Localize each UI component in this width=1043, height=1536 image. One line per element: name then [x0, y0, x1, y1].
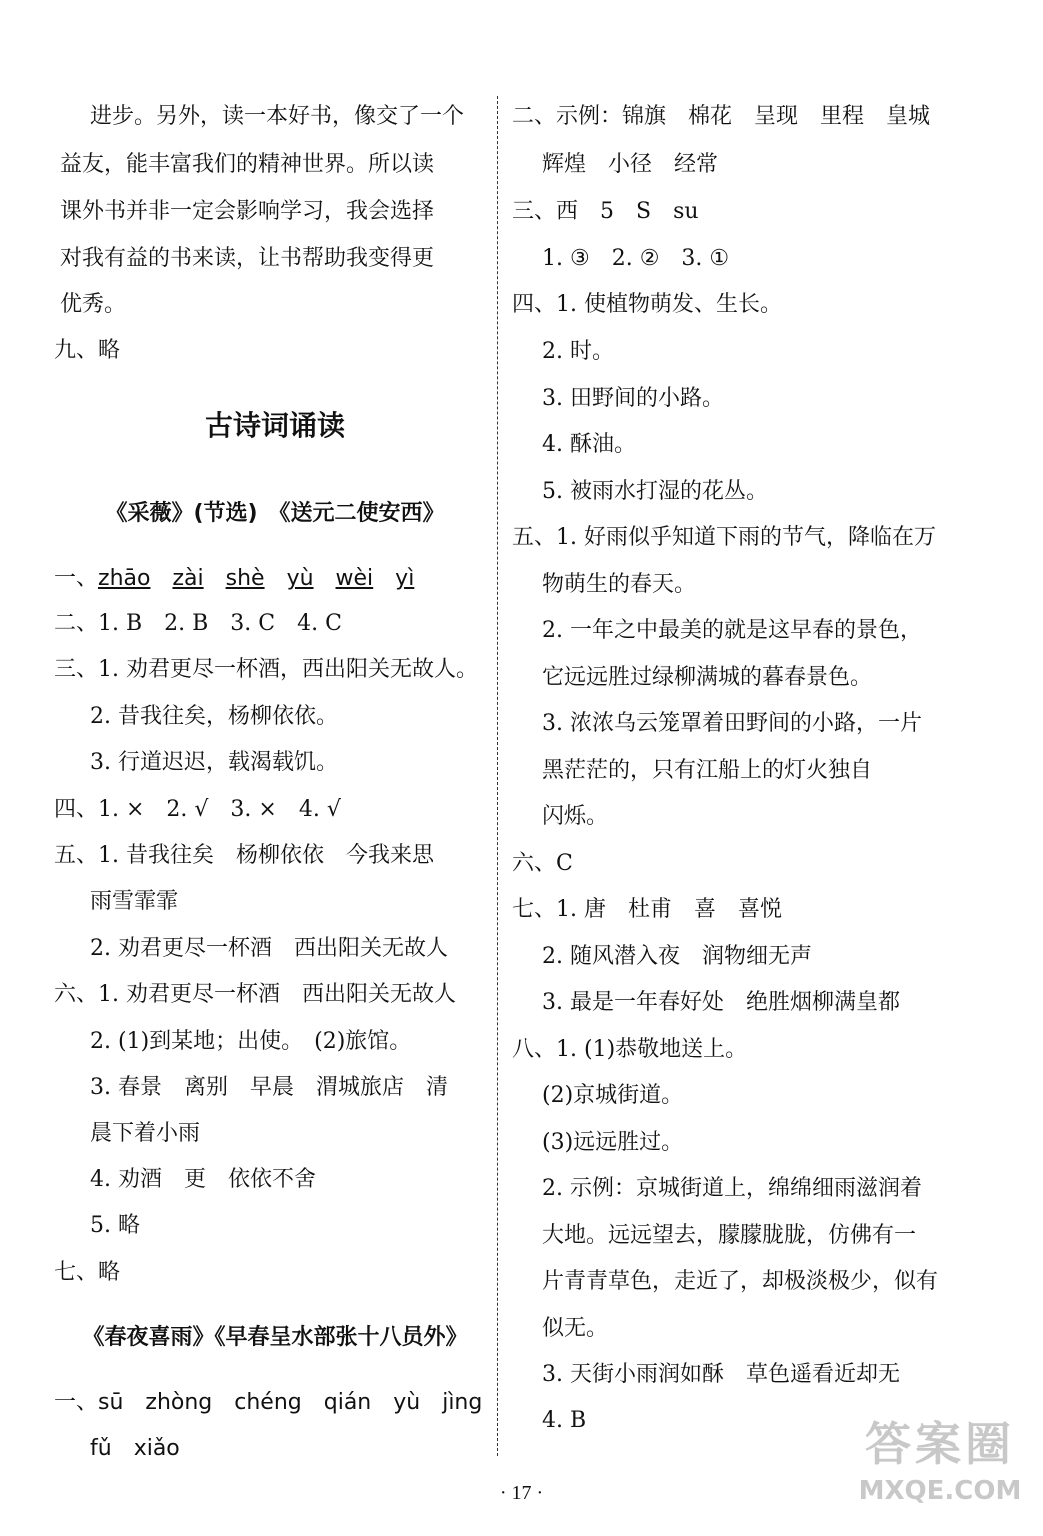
right-line: 2. 一年之中最美的就是这早春的景色， — [542, 618, 922, 643]
q7-answer: 七、略 — [54, 1260, 121, 1285]
right-line: 1. ③ 2. ② 3. ① — [542, 246, 730, 271]
q6-line: 2. (1)到某地；出使。 (2)旅馆。 — [90, 1029, 412, 1054]
right-line: 片青青草色，走近了，却极淡极少，似有 — [542, 1269, 939, 1294]
pinyin-answer: yì — [395, 566, 415, 591]
right-line: 3. 田野间的小路。 — [542, 386, 724, 411]
paragraph-line: 优秀。 — [60, 292, 127, 317]
right-line: 八、1. (1)恭敬地送上。 — [512, 1037, 748, 1062]
right-line: 3. 浓浓乌云笼罩着田野间的小路，一片 — [542, 711, 922, 736]
right-line: 3. 最是一年春好处 绝胜烟柳满皇都 — [542, 990, 900, 1015]
right-line: 四、1. 使植物萌发、生长。 — [512, 292, 782, 317]
answer-nine: 九、略 — [54, 338, 121, 363]
right-line: 辉煌 小径 经常 — [542, 152, 719, 177]
right-line: 5. 被雨水打湿的花丛。 — [542, 479, 768, 504]
pinyin-answer: zài — [172, 566, 204, 591]
q5-line: 五、1. 昔我往矣 杨柳依依 今我来思 — [54, 843, 434, 868]
poem-title-1: 《采薇》(节选) 《送元二使安西》 — [105, 501, 445, 526]
q6-line: 5. 略 — [90, 1213, 140, 1238]
q4-answers: 四、1. × 2. √ 3. × 4. √ — [54, 797, 341, 822]
right-line: 大地。远远望去，朦朦胧胧，仿佛有一 — [542, 1223, 917, 1248]
poem-title-2: 《春夜喜雨》《早春呈水部张十八员外》 — [82, 1325, 468, 1350]
paragraph-line: 课外书并非一定会影响学习，我会选择 — [60, 199, 435, 224]
right-line: 2. 随风潜入夜 润物细无声 — [542, 944, 812, 969]
q1b-pinyin-line: fǔ xiǎo — [90, 1436, 180, 1461]
column-divider — [497, 96, 498, 1456]
pinyin-answer: shè — [225, 566, 265, 591]
paragraph-line: 益友，能丰富我们的精神世界。所以读 — [60, 152, 435, 177]
right-line: 物萌生的春天。 — [542, 572, 697, 597]
right-line: 五、1. 好雨似乎知道下雨的节气，降临在万 — [512, 525, 936, 550]
right-line: 闪烁。 — [542, 804, 609, 829]
right-line: 4. 酥油。 — [542, 432, 636, 457]
watermark — [855, 1414, 1025, 1524]
q5-line: 2. 劝君更尽一杯酒 西出阳关无故人 — [90, 936, 448, 961]
right-line: 七、1. 唐 杜甫 喜 喜悦 — [512, 897, 782, 922]
right-line: 3. 天街小雨润如酥 草色遥看近却无 — [542, 1362, 900, 1387]
page-number: · 17 · — [499, 1482, 544, 1504]
right-line: 它远远胜过绿柳满城的暮春景色。 — [542, 665, 873, 690]
right-line: 4. B — [542, 1408, 587, 1433]
q1b-pinyin-line: 一、sū zhòng chéng qián yù jìng — [54, 1390, 483, 1415]
q3-line: 2. 昔我往矣，杨柳依依。 — [90, 704, 338, 729]
q6-line: 4. 劝酒 更 依依不舍 — [90, 1167, 316, 1192]
right-line: 2. 时。 — [542, 339, 614, 364]
right-line: 三、西 5 S su — [512, 199, 699, 224]
q2-answers: 二、1. B 2. B 3. C 4. C — [54, 611, 342, 636]
watermark-url: MXQE.COM — [858, 1476, 1022, 1506]
right-line: 似无。 — [542, 1316, 609, 1341]
q6-line: 六、1. 劝君更尽一杯酒 西出阳关无故人 — [54, 982, 456, 1007]
q1-prefix: 一、 — [54, 566, 99, 591]
q5-line: 雨雪霏霏 — [90, 889, 179, 914]
right-line: (2)京城街道。 — [542, 1083, 684, 1108]
q6-line: 晨下着小雨 — [90, 1121, 201, 1146]
section-title: 古诗词诵读 — [204, 409, 345, 442]
q6-line: 3. 春景 离别 早晨 渭城旅店 清 — [90, 1075, 448, 1100]
right-line: 黑茫茫的，只有江船上的灯火独自 — [542, 758, 873, 783]
right-line: 二、示例：锦旗 棉花 呈现 里程 皇城 — [512, 104, 931, 129]
watermark-title: 答案圈 — [865, 1417, 1015, 1471]
pinyin-answer: zhāo — [98, 566, 151, 591]
paragraph-line: 进步。另外，读一本好书，像交了一个 — [90, 104, 465, 129]
q3-line: 3. 行道迟迟，载渴载饥。 — [90, 750, 338, 775]
pinyin-answer: wèi — [335, 566, 374, 591]
q3-line: 三、1. 劝君更尽一杯酒，西出阳关无故人。 — [54, 657, 478, 682]
paragraph-line: 对我有益的书来读，让书帮助我变得更 — [60, 246, 435, 271]
q1-pinyin-line — [54, 564, 436, 594]
right-line: 2. 示例：京城街道上，绵绵细雨滋润着 — [542, 1176, 922, 1201]
pinyin-answer: yù — [286, 566, 314, 591]
right-line: (3)远远胜过。 — [542, 1130, 684, 1155]
right-line: 六、C — [512, 851, 573, 876]
